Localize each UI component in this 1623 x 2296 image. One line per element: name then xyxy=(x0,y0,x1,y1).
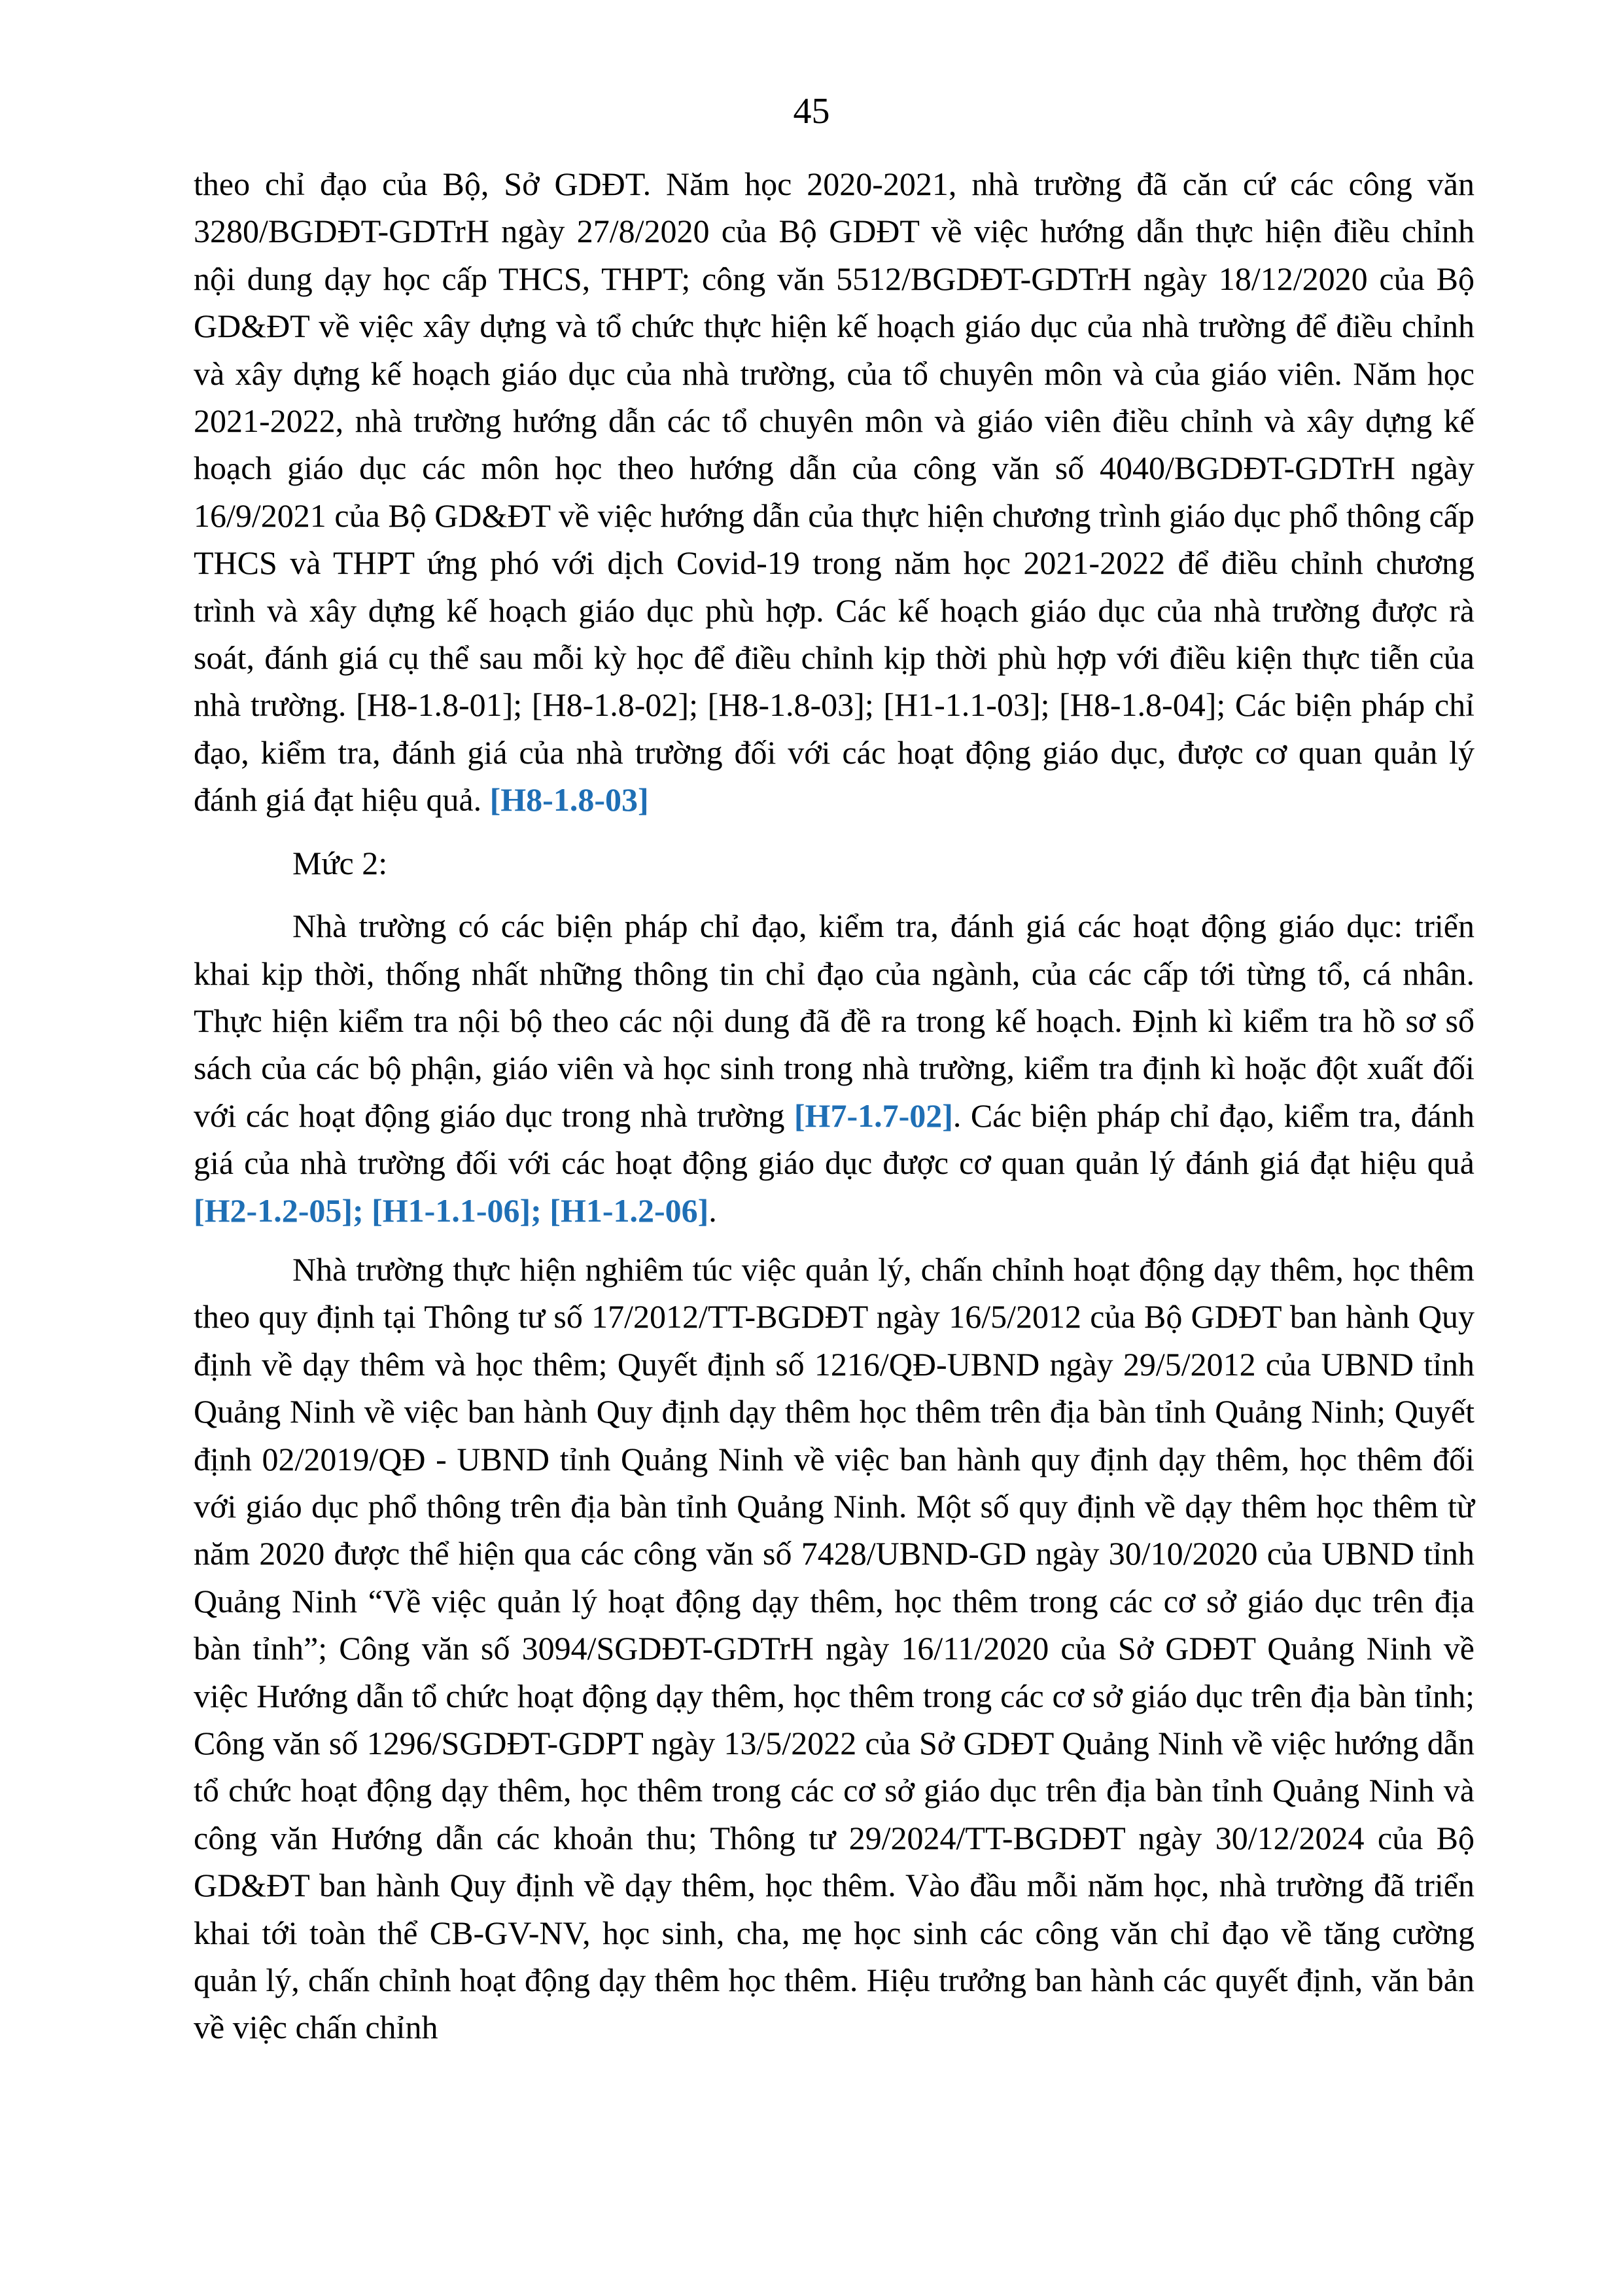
page-number: 45 xyxy=(793,91,830,132)
paragraph-2-text: Nhà trường có các biện pháp chỉ đạo, kiểm tra, đánh giá các hoạt động giáo dục: triển khai kịp thời, thống nhất những thông tin chỉ đạo của ngành, của các cấp tới từng tổ, cá nhân. Thực hiện kiểm tra nội bộ theo các nội dung đã đề ra trong kế hoạch. Định kì kiểm tra hồ sơ sổ sách của các bộ phận, giáo viên và học sinh trong nhà trường, kiểm tra định kì hoặc đột xuất đối với các hoạt động giáo dục trong nhà trường xyxy=(194,908,1475,1134)
paragraph-2 xyxy=(194,902,1475,1234)
evidence-reference: [H8-1.8-03] xyxy=(489,781,649,819)
paragraph-3: Nhà trường thực hiện nghiêm túc việc quản lý, chấn chỉnh hoạt động dạy thêm, học thêm theo quy định tại Thông tư số 17/2012/TT-BGDĐT ngày 16/5/2012 của Bộ GDĐT ban hành Quy định về dạy thêm và học thêm; Quyết định số 1216/QĐ-UBND ngày 29/5/2012 của UBND tỉnh Quảng Ninh về việc ban hành Quy định dạy thêm học thêm trên địa bàn tỉnh Quảng Ninh; Quyết định 02/2019/QĐ - UBND tỉnh Quảng Ninh về việc ban hành quy định dạy thêm, học thêm đối với giáo dục phổ thông trên địa bàn tỉnh Quảng Ninh. Một số quy định về dạy thêm học thêm từ năm 2020 được thể hiện qua các công văn số 7428/UBND-GD ngày 30/10/2020 của UBND tỉnh Quảng Ninh “Về việc quản lý hoạt động dạy thêm, học thêm trong các cơ sở giáo dục trên địa bàn tỉnh”; Công văn số 3094/SGDĐT-GDTrH ngày 16/11/2020 của Sở GDĐT Quảng Ninh về việc Hướng dẫn tổ chức hoạt động dạy thêm, học thêm trong các cơ sở giáo dục trên địa bàn tỉnh; Công văn số 1296/SGDĐT-GDPT ngày 13/5/2022 của Sở GDĐT Quảng Ninh về việc hướng dẫn tổ chức hoạt động dạy thêm, học thêm trong các cơ sở giáo dục trên địa bàn tỉnh Quảng Ninh và công văn Hướng dẫn các khoản thu; Thông tư 29/2024/TT-BGDĐT ngày 30/12/2024 của Bộ GD&ĐT ban hành Quy định về dạy thêm, học thêm. Vào đầu mỗi năm học, nhà trường đã triển khai tới toàn thể CB-GV-NV, học sinh, cha, mẹ học sinh các công văn chỉ đạo về tăng cường quản lý, chấn chỉnh hoạt động dạy thêm học thêm. Hiệu trưởng ban hành các quyết định, văn bản về việc chấn chỉnh xyxy=(194,1250,1475,2046)
paragraph-2-middle: . Các biện pháp chỉ đạo, kiểm tra, đánh giá của nhà trường đối với các hoạt động giáo dục được cơ quan quản lý đánh giá đạt hiệu quả xyxy=(194,1097,1475,1182)
evidence-reference: [H2-1.2-05]; [H1-1.1-06]; [H1-1.2-06] xyxy=(194,1192,709,1229)
paragraph-1-text: theo chỉ đạo của Bộ, Sở GDĐT. Năm học 2020-2021, nhà trường đã căn cứ các công văn 3280/BGDĐT-GDTrH ngày 27/8/2020 của Bộ GDĐT về việc hướng dẫn thực hiện điều chỉnh nội dung dạy học cấp THCS, THPT; công văn 5512/BGDĐT-GDTrH ngày 18/12/2020 của Bộ GD&ĐT về việc xây dựng và tổ chức thực hiện kế hoạch giáo dục của nhà trường để điều chỉnh và xây dựng kế hoạch giáo dục của nhà trường, của tổ chuyên môn và của giáo viên. Năm học 2021-2022, nhà trường hướng dẫn các tổ chuyên môn và giáo viên điều chỉnh và xây dựng kế hoạch giáo dục các môn học theo hướng dẫn của công văn số 4040/BGDĐT-GDTrH ngày 16/9/2021 của Bộ GD&ĐT về việc hướng dẫn của thực hiện chương trình giáo dục phổ thông cấp THCS và THPT ứng phó với dịch Covid-19 trong năm học 2021-2022 để điều chỉnh chương trình và xây dựng kế hoạch giáo dục phù hợp. Các kế hoạch giáo dục của nhà trường được rà soát, đánh giá cụ thể sau mỗi kỳ học để điều chỉnh kịp thời phù hợp với điều kiện thực tiễn của nhà trường. [H8-1.8-01]; [H8-1.8-02]; [H8-1.8-03]; [H1-1.1-03]; [H8-1.8-04]; Các biện pháp chỉ đạo, kiểm tra, đánh giá của nhà trường đối với các hoạt động giáo dục, được cơ quan quản lý đánh giá đạt hiệu quả xyxy=(194,166,1475,819)
document-body xyxy=(194,160,1475,2051)
paragraph-1 xyxy=(194,160,1475,824)
level-heading: Mức 2: xyxy=(292,844,388,881)
paragraph-1-end: . xyxy=(473,781,490,819)
paragraph-2-end: . xyxy=(708,1192,717,1229)
evidence-reference: [H7-1.7-02] xyxy=(794,1097,953,1134)
